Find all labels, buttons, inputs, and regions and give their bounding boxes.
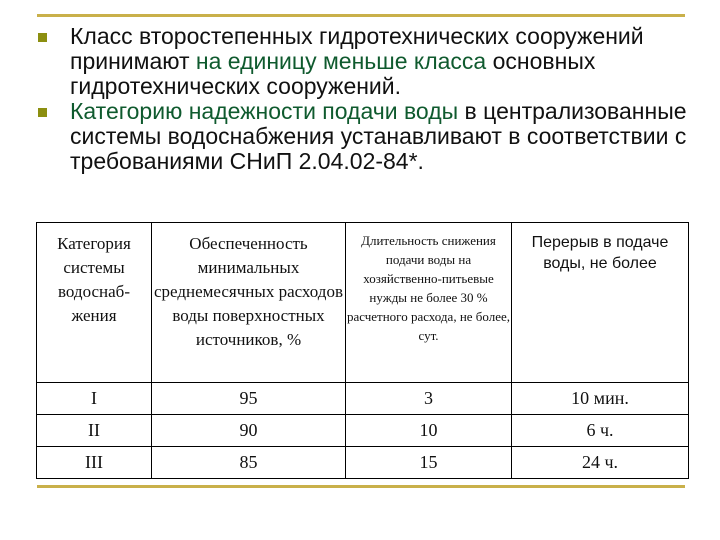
bullet-1-highlight: на единицу меньше класса — [195, 48, 487, 74]
cell-duration: 10 — [346, 415, 512, 447]
cell-category: II — [37, 415, 152, 447]
cell-interruption: 6 ч. — [512, 415, 689, 447]
reliability-table — [36, 222, 689, 479]
bullet-2-highlight: Категорию надежности подачи воды — [70, 98, 459, 124]
bullet-item-2 — [38, 99, 708, 174]
header-interruption: Перерыв в подаче воды, не более — [512, 223, 689, 383]
bullet-2-text-after: в централизованные системы водоснабжения устанавливают в соответствии с требованиями СНиП 2.04.02-84*. — [70, 98, 687, 174]
cell-assurance: 90 — [152, 415, 346, 447]
cell-assurance: 85 — [152, 447, 346, 479]
cell-category: I — [37, 383, 152, 415]
cell-interruption: 10 мин. — [512, 383, 689, 415]
header-supply-assurance: Обеспеченность минимальных среднемесячных расходов воды поверхностных источников, % — [152, 223, 346, 383]
cell-duration: 15 — [346, 447, 512, 479]
bullet-list — [38, 24, 708, 174]
table-header-row — [37, 223, 689, 383]
cell-assurance: 95 — [152, 383, 346, 415]
cell-interruption: 24 ч. — [512, 447, 689, 479]
table-row — [37, 415, 689, 447]
bullet-1-text-before: Класс второстепенных гидротехнических сооружений принимают — [70, 23, 644, 74]
table-row — [37, 447, 689, 479]
top-divider — [37, 14, 685, 17]
square-bullet-icon — [38, 33, 47, 42]
cell-category: III — [37, 447, 152, 479]
header-reduction-duration: Длительность снижения подачи воды на хозяйственно-питьевые нужды не более 30 % расчетного расхода, не более, сут. — [346, 223, 512, 383]
bottom-divider — [37, 485, 685, 488]
header-category: Категория системы водоснаб-жения — [37, 223, 152, 383]
cell-duration: 3 — [346, 383, 512, 415]
bullet-item-1 — [38, 24, 708, 99]
bullet-1-text-after: основных гидротехнических сооружений. — [70, 48, 596, 99]
square-bullet-icon — [38, 108, 47, 117]
table-row — [37, 383, 689, 415]
